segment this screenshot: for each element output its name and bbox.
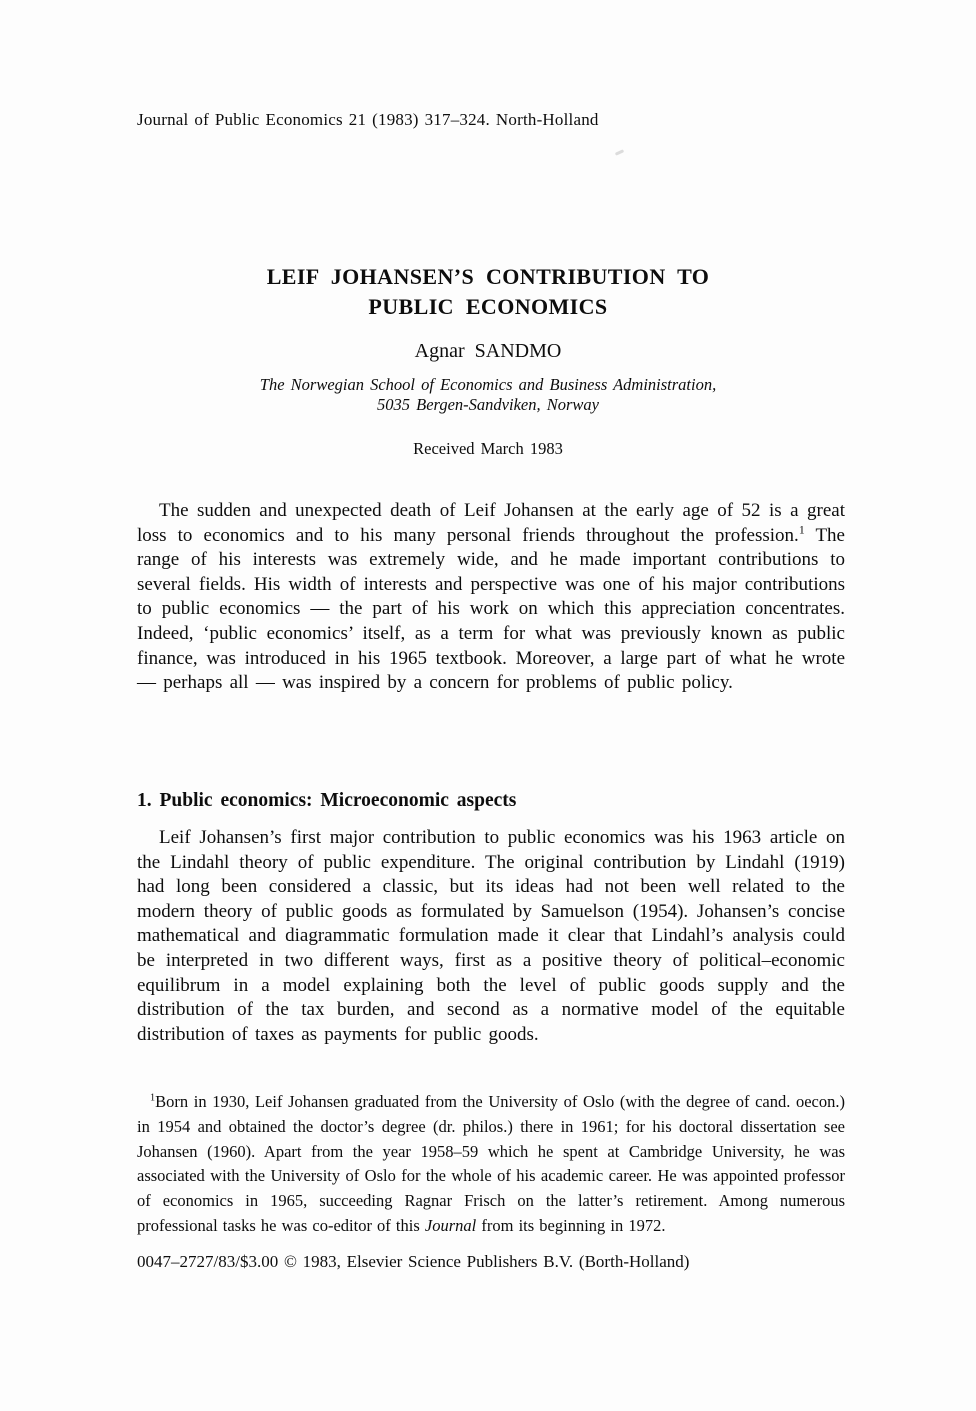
affiliation-line-1: The Norwegian School of Economics and Business Administration, [259, 375, 717, 394]
scan-artifact [615, 149, 624, 156]
footnote-text-part2: from its beginning in 1972. [476, 1215, 666, 1235]
intro-paragraph [137, 499, 845, 696]
title-line-2: PUBLIC ECONOMICS [368, 294, 608, 319]
affiliation-line-2: 5035 Bergen-Sandviken, Norway [377, 395, 599, 414]
intro-text-after-footnote: The range of his interests was extremely wide, and he made important contributions to several fields. His width of interests and perspective was one of his major contributions to public economics — the part of his work on which this appreciation concentrates. Indeed, ‘public economics’ itself, as a term for what was previously known as public finance, was introduced in his 1965 textbook. Moreover, a large part of what he wrote — perhaps all — was inspired by a concern for problems of public policy. [137, 524, 845, 694]
author-name: Agnar SANDMO [414, 340, 562, 362]
journal-header: Journal of Public Economics 21 (1983) 317–324. North-Holland [137, 110, 599, 129]
section-1-paragraph: Leif Johansen’s first major contribution to public economics was his 1963 article on the Lindahl theory of public expenditure. The original contribution by Lindahl (1919) had long been considered a classic, but its ideas had not been well related to the modern theory of public goods as formulated by Samuelson (1954). Johansen’s concise mathematical and diagrammatic formulation made it clear that Lindahl’s analysis could be interpreted in two different ways, first as a positive theory of political–economic equilibrum in a model explaining both the level of public goods supply and the distribution of the tax burden, and second as a normative model of the equitable distribution of taxes as payments for public goods. [137, 827, 845, 1045]
author-affiliation [134, 375, 842, 415]
footnote-marker-ref: 1 [798, 523, 805, 537]
footnote-text-part1: Born in 1930, Leif Johansen graduated from the University of Oslo (with the degree of cand. oecon.) in 1954 and obtained the doctor’s degree (dr. philos.) there in 1961; for his doctoral dissertation see Johansen (1960). Apart from the year 1958–59 which he spent at Cambridge University, he was associated with the University of Oslo for the whole of his academic career. He was appointed professor of economics in 1965, succeeding Ragnar Frisch on the latter’s retirement. Among numerous professional tasks he was co-editor of this [137, 1092, 845, 1235]
section-1-heading: 1. Public economics: Microeconomic aspects [137, 790, 517, 811]
intro-text-before-footnote: The sudden and unexpected death of Leif Johansen at the early age of 52 is a great loss to economics and to his many personal friends throughout the profession. [137, 500, 845, 546]
footnote-marker: 1 [150, 1092, 156, 1104]
footnote [137, 1090, 845, 1239]
paper-title [134, 262, 842, 322]
copyright-line: 0047–2727/83/$3.00 © 1983, Elsevier Science Publishers B.V. (Borth-Holland) [137, 1252, 690, 1271]
title-line-1: LEIF JOHANSEN’S CONTRIBUTION TO [266, 264, 710, 289]
received-date: Received March 1983 [413, 439, 563, 458]
journal-word-italic: Journal [424, 1215, 477, 1235]
